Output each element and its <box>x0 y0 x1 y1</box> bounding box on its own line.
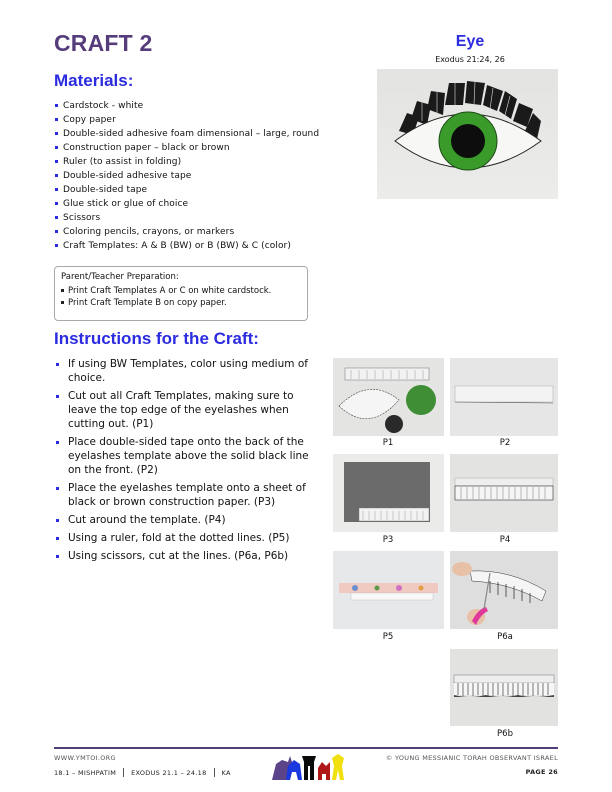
caption-p6a: P6a <box>497 632 513 642</box>
instruction-step: Using scissors, cut at the lines. (P6a, P6b) <box>54 549 324 563</box>
footer-website: WWW.YMTOI.ORG <box>54 754 116 762</box>
step-photo-p6b <box>450 649 558 726</box>
page-number: PAGE 26 <box>525 768 558 776</box>
step-photo-p4 <box>450 454 558 532</box>
material-item: Coloring pencils, crayons, or markers <box>54 225 319 239</box>
footer-level: KA <box>221 769 231 777</box>
material-item: Copy paper <box>54 113 319 127</box>
material-item: Glue stick or glue of choice <box>54 197 319 211</box>
footer-divider <box>214 768 215 777</box>
instruction-step: If using BW Templates, color using medium of choice. <box>54 357 324 385</box>
taped-template-illustration <box>450 358 558 436</box>
craft-title: Eye <box>455 33 485 50</box>
finished-eye-craft-image <box>377 69 558 199</box>
instruction-step: Place double-sided tape onto the back of the eyelashes template above the solid black line on the front. (P2) <box>54 435 324 477</box>
caption-p3: P3 <box>382 535 394 545</box>
instruction-step: Cut around the template. (P4) <box>54 513 324 527</box>
preparation-list <box>61 285 301 309</box>
instructions-heading: Instructions for the Craft: <box>54 329 259 348</box>
footer-lesson: 18.1 – MISHPATIM <box>54 769 117 777</box>
templates-illustration <box>333 358 444 436</box>
materials-list <box>54 99 319 253</box>
material-item: Construction paper – black or brown <box>54 141 319 155</box>
material-item: Craft Templates: A & B (BW) or B (BW) & C (color) <box>54 239 319 253</box>
instruction-step: Place the eyelashes template onto a sheet of black or brown construction paper. (P3) <box>54 481 324 509</box>
instruction-step: Using a ruler, fold at the dotted lines. (P5) <box>54 531 324 545</box>
preparation-title: Parent/Teacher Preparation: <box>61 272 179 282</box>
step-photo-p2 <box>450 358 558 436</box>
preparation-item: Print Craft Template B on copy paper. <box>61 297 301 309</box>
instructions-list <box>54 357 324 567</box>
step-photo-p6a <box>450 551 558 629</box>
material-item: Scissors <box>54 211 319 225</box>
step-photo-p5 <box>333 551 444 629</box>
cut-eyelash-strip-illustration <box>450 649 558 726</box>
scissors-cutting-illustration <box>450 551 558 629</box>
scripture-reference: Exodus 21:24, 26 <box>435 55 505 64</box>
caption-p4: P4 <box>499 535 511 545</box>
footer-copyright: © YOUNG MESSIANIC TORAH OBSERVANT ISRAEL <box>385 754 558 762</box>
material-item: Ruler (to assist in folding) <box>54 155 319 169</box>
caption-p6b: P6b <box>497 729 513 739</box>
caption-p2: P2 <box>499 438 511 448</box>
caption-p5: P5 <box>382 632 394 642</box>
footer-rule <box>54 747 558 749</box>
material-item: Double-sided adhesive foam dimensional – large, round <box>54 127 319 141</box>
organization-logo <box>268 752 348 782</box>
materials-heading: Materials: <box>54 71 134 90</box>
logo-figures-icon <box>268 752 348 782</box>
step-photo-p1 <box>333 358 444 436</box>
footer-divider <box>123 768 124 777</box>
instruction-step: Cut out all Craft Templates, making sure to leave the top edge of the eyelashes when cutting out. (P1) <box>54 389 324 431</box>
material-item: Cardstock - white <box>54 99 319 113</box>
cut-template-illustration <box>450 454 558 532</box>
page-title: CRAFT 2 <box>54 30 153 56</box>
caption-p1: P1 <box>382 438 394 448</box>
step-photo-p3 <box>333 454 444 532</box>
ruler-fold-illustration <box>333 551 444 629</box>
footer-scripture: EXODUS 21.1 – 24.18 <box>131 769 207 777</box>
preparation-item: Print Craft Templates A or C on white cardstock. <box>61 285 301 297</box>
eye-craft-illustration <box>377 69 558 199</box>
material-item: Double-sided tape <box>54 183 319 197</box>
footer-lesson-info <box>54 768 231 777</box>
construction-paper-illustration <box>333 454 444 532</box>
material-item: Double-sided adhesive tape <box>54 169 319 183</box>
preparation-box <box>54 266 308 321</box>
